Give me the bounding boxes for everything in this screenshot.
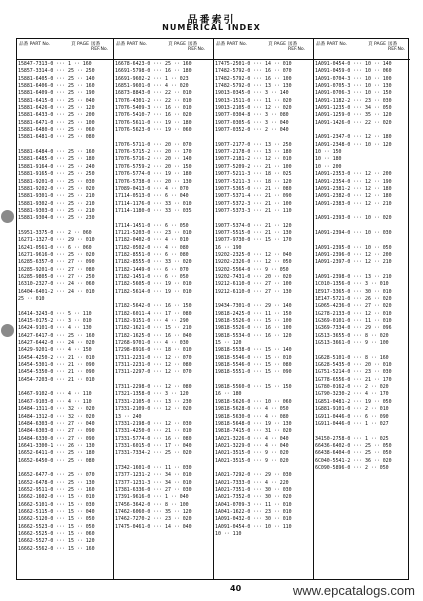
index-entry: 17076-5409-3 ··· 16 ·· 010 (115, 105, 192, 112)
index-entry: 19077-0352-0 ··· 2 ·· 040 (215, 127, 289, 134)
index-entry: 17114-1180-0 ··· 33 ·· 035 (115, 207, 192, 214)
index-entry: 1A021-7352-0 ··· 30 ·· 020 (215, 494, 292, 501)
index-entry: 17182-8555-0 ··· 33 ·· 020 (115, 259, 192, 266)
index-column-1 (17, 39, 114, 579)
index-entry: 19818-5626-0 ··· 10 ·· 060 (215, 398, 292, 405)
watermark: www.epcatalogs.com (292, 583, 415, 598)
title-japanese: 品番索引 (187, 15, 236, 26)
index-entry: 17311-2298-0 ··· 12 ·· 080 (115, 384, 192, 391)
index-entry: 19077-0305-6 ··· 3 ·· 040 (215, 119, 289, 126)
index-entry (114, 134, 213, 141)
index-entry: 16415-0175-2 ··· 3 ·· 010 (18, 318, 92, 325)
index-entry: 16851-9601-0 ··· 4 ·· 020 (115, 83, 189, 90)
index-entry: 16 ·· 180 (215, 391, 242, 398)
index-entry: 16662-5120-0 ··· 15 ·· 050 (18, 516, 95, 523)
index-entry (17, 465, 113, 472)
index-entry: 17331-4250-0 ··· 21 ·· 010 (115, 428, 192, 435)
index-entry: 16484-6330-0 ··· 27 ·· 090 (18, 435, 95, 442)
index-entry: 19077-2177-0 ··· 13 ·· 250 (215, 141, 292, 148)
index-entry: 16873-8843-0 ··· 22 ·· 010 (115, 90, 192, 97)
index-entry: 16484-6303-0 ··· 27 ·· 090 (18, 428, 95, 435)
index-entry: 1A091-0454-0 ··· 10 ·· 140 (315, 61, 392, 67)
index-entry: 17321-1358-0 ··· 3 ·· 120 (115, 391, 189, 398)
index-entry: 1G369-0101-0 ··· 11 ·· 010 (315, 318, 392, 325)
index-entry: 1G790-3230-2 ··· 4 ·· 170 (315, 391, 389, 398)
index-entry: 17182-5614-0 ··· 19 ·· 010 (115, 288, 192, 295)
index-entry: 15881-6481-0 ··· 25 ·· 080 (18, 134, 95, 141)
index-entry (314, 267, 410, 274)
index-entry: 15881-9165-0 ··· 25 ·· 250 (18, 171, 95, 178)
index-entry: 17182-1449-0 ··· 6 ·· 070 (115, 266, 189, 273)
index-entry: 16285-6357-0 ··· 27 ·· 090 (18, 259, 95, 266)
index-entry: 19818-5546-0 ··· 15 ·· 010 (215, 354, 292, 361)
index-entry: 17475-0461-0 ··· 14 ·· 040 (115, 523, 192, 530)
header-ref-no: 図番 REF.No. (388, 42, 406, 52)
index-entry: 19077-5365-0 ··· 21 ·· 080 (215, 185, 292, 192)
index-entry: 19434-7301-0 ··· 29 ·· 140 (215, 303, 292, 310)
index-entry: 19818-5630-0 ··· 4 ·· 080 (215, 413, 289, 420)
index-entry: 17182-1451-0 ··· 6 ·· 050 (115, 273, 189, 280)
index-entry: 17076-5711-0 ··· 20 ·· 070 (115, 141, 192, 148)
index-entry: 1A041-1622-0 ··· 23 ·· 010 (215, 508, 292, 515)
index-entry: 17462-6060-0 ··· 35 ·· 120 (115, 508, 192, 515)
index-entry: 16285-9805-0 ··· 27 ·· 250 (18, 273, 95, 280)
header-page: 頁 PAGE (168, 42, 187, 47)
index-entry: 1A091-2396-0 ··· 12 ·· 200 (315, 251, 392, 258)
index-entry: 16641-3300-1 ··· 26 ·· 130 (18, 442, 95, 449)
index-entry: 17331-6015-0 ··· 17 ·· 040 (115, 442, 192, 449)
index-entry: 1G628-5435-0 ··· 20 ·· 010 (315, 362, 392, 369)
index-entry: 17076-5611-0 ··· 19 ·· 180 (115, 119, 192, 126)
column-header (114, 39, 213, 60)
index-entry: 1G780-0162-0 ··· 2 ·· 020 (315, 384, 389, 391)
index-table (16, 38, 409, 580)
index-entry: 17182-0502-0 ··· 4 ·· 080 (115, 244, 189, 251)
index-entry: 17311-2297-0 ··· 12 ·· 070 (115, 369, 192, 376)
index-entry: 1A091-0459-0 ··· 10 ·· 060 (315, 68, 392, 75)
index-entry: 19077-9730-0 ··· 15 ·· 170 (215, 237, 292, 244)
index-entry: 1G851-0481-2 ··· 19 ·· 050 (315, 398, 392, 405)
index-entry: 19818-5534-0 ··· 16 ·· 120 (215, 332, 292, 339)
index-entry: 17076-5759-2 ··· 20 ·· 150 (115, 163, 192, 170)
index-entry: 17076-4301-2 ··· 22 ·· 010 (115, 97, 192, 104)
index-entry (114, 458, 213, 465)
index-entry: 15881-6433-0 ··· 25 ·· 200 (18, 112, 95, 119)
index-entry: 16484-1311-0 ··· 32 ·· 020 (18, 406, 95, 413)
index-entry: 6C090-5896-0 ··· 2 ·· 050 (315, 464, 389, 471)
index-entry (214, 296, 313, 303)
index-entry: 16467-9102-0 ··· 4 ·· 110 (18, 391, 92, 398)
index-entry: 15881-6426-0 ··· 25 ·· 120 (18, 105, 95, 112)
index-entry: 16427-6417-0 ··· 25 ·· 160 (18, 332, 95, 339)
index-entry: 17391-9616-0 ··· 1 ·· 040 (115, 494, 189, 501)
index-entry: 19077-5211-3 ··· 18 ·· 120 (215, 178, 292, 185)
index-entry: 17377-1231-3 ··· 34 ·· 010 (115, 479, 192, 486)
index-entry: 16662-5527-0 ··· 15 ·· 120 (18, 538, 95, 545)
column-header (214, 39, 313, 60)
index-entry: 1A091-2393-0 ··· 10 ·· 020 (315, 215, 392, 222)
index-entry: 17182-0402-0 ··· 4 ·· 010 (115, 237, 189, 244)
index-entry: 1E917-3365-0 ··· 30 ·· 010 (315, 288, 392, 295)
index-entry: 15881-6480-0 ··· 25 ·· 060 (18, 127, 95, 134)
index-entry (214, 465, 313, 472)
index-entry: 1A091-1259-0 ··· 35 ·· 120 (315, 112, 392, 119)
index-entry: 1G628-5101-0 ··· 8 ·· 160 (315, 354, 389, 361)
index-entry: 19202-2326-0 ··· 12 ·· 050 (215, 259, 292, 266)
index-entry: 1A091-1426-0 ··· 22 ·· 020 (315, 119, 392, 126)
index-entry: 15881-6405-0 ··· 25 ·· 140 (18, 75, 95, 82)
index-entry: 10 ·· 150 (315, 149, 342, 156)
binder-hole-icon (1, 324, 14, 337)
header-part-no: 品番 PART No. (316, 42, 348, 47)
index-entry: 16414-3243-0 ··· 5 ·· 110 (18, 310, 92, 317)
index-entry: 1A091-2398-0 ··· 13 ·· 210 (315, 273, 392, 280)
index-entry: 16662-5562-0 ··· 15 ·· 160 (18, 545, 95, 552)
index-entry: 17182-9151-0 ··· 4 ·· 290 (115, 318, 189, 325)
index-entry: 16662-5525-0 ··· 15 ·· 060 (18, 531, 95, 537)
index-entry: 19212-6110-0 ··· 27 ·· 100 (215, 281, 292, 288)
index-entry: 19077-5209-2 ··· 21 ·· 100 (215, 163, 292, 170)
index-entry: 19077-5515-0 ··· 21 ·· 130 (215, 229, 292, 236)
index-entry: 19818-5648-0 ··· 19 ·· 130 (215, 420, 292, 427)
index-entry: 16454-7203-0 ··· 21 ·· 010 (18, 376, 95, 383)
index-entry (114, 296, 213, 303)
index-entry: 16467-9103-0 ··· 4 ·· 110 (18, 398, 92, 405)
index-entry (114, 377, 213, 384)
index-entry: 17311-2231-0 ··· 12 ·· 080 (115, 362, 192, 369)
index-entry: 1A021-3515-0 ··· 9 ·· 020 (215, 457, 289, 464)
index-entry: 16652-6477-0 ··· 25 ·· 070 (18, 472, 95, 479)
index-entry: 19818-2425-0 ··· 11 ·· 150 (215, 310, 292, 317)
index-entry: 19077-5374-0 ··· 21 ·· 120 (215, 222, 292, 229)
index-rows (114, 61, 213, 531)
index-entry: 15881-6409-0 ··· 25 ·· 190 (18, 90, 95, 97)
index-entry: 17076-5738-0 ··· 20 ·· 130 (115, 178, 192, 185)
index-entry: 17182-8551-0 ··· 6 ·· 080 (115, 251, 189, 258)
index-entry: 1C010-1356-0 ··· 3 ·· 010 (315, 281, 389, 288)
index-rows (17, 61, 113, 553)
index-entry: 15857-3314-0 ··· 25 ·· 250 (18, 68, 95, 75)
column-header (17, 39, 113, 60)
index-entry: 19077-2181-2 ··· 12 ·· 010 (215, 156, 292, 163)
index-entry: 16691-9602-2 ··· 1 ·· 023 (115, 75, 189, 82)
page-number: 40 (230, 584, 242, 593)
index-entry: 6C040-5541-2 ··· 36 ·· 020 (315, 457, 392, 464)
index-entry: 17331-2198-0 ··· 12 ·· 030 (115, 420, 192, 427)
index-entry: 15881-9164-0 ··· 25 ·· 240 (18, 163, 95, 170)
index-entry: 1A021-3515-0 ··· 9 ·· 020 (215, 450, 289, 457)
index-entry: 19077-5211-3 ··· 18 ·· 025 (215, 171, 292, 178)
index-entry: 15881-9201-0 ··· 25 ·· 030 (18, 178, 95, 185)
index-entry: 19818-5546-0 ··· 15 ·· 080 (215, 362, 292, 369)
index-entry: 1A021-7333-0 ··· 4 ·· 220 (215, 479, 289, 486)
index-entry: 16424-9101-0 ··· 4 ·· 130 (18, 325, 92, 332)
index-entry: 1A021-3229-0 ··· 4 ·· 040 (215, 442, 289, 449)
index-entry: 17482-5792-0 ··· 13 ·· 130 (215, 83, 292, 90)
index-entry: 17182-5605-0 ··· 19 ·· 010 (115, 281, 192, 288)
column-header (314, 39, 410, 60)
index-entry: 1A091-0704-3 ··· 10 ·· 100 (315, 75, 392, 82)
index-entry: 16429-9201-0 ··· 4 ·· 150 (18, 347, 92, 354)
index-entry: 19818-7415-0 ··· 31 ·· 020 (215, 428, 292, 435)
index-entry: 19013-1511-0 ··· 11 ·· 020 (215, 97, 292, 104)
header-part-no: 品番 PART No. (19, 42, 51, 47)
index-entry: 1A091-2382-0 ··· 12 ·· 180 (315, 193, 392, 200)
index-entry: 16271-9616-0 ··· 25 ·· 020 (18, 251, 95, 258)
index-entry: 66438-6404-0 ··· 25 ·· 050 (315, 450, 392, 457)
index-entry (17, 223, 113, 230)
index-entry: 1A091-2348-0 ··· 10 ·· 120 (315, 141, 392, 148)
index-entry: 1G065-4236-0 ··· 27 ·· 020 (315, 303, 392, 310)
index-entry: 15881-9304-0 ··· 25 ·· 230 (18, 215, 95, 222)
index-entry: 10 ·· 180 (315, 156, 342, 163)
index-entry: 19077-0304-8 ··· 3 ·· 080 (215, 112, 289, 119)
index-entry: 1A091-2353-0 ··· 12 ·· 200 (315, 171, 392, 178)
index-rows (314, 61, 410, 472)
index-entry: 1A091-2381-2 ··· 12 ·· 180 (315, 185, 392, 192)
index-entry: 1G369-7334-0 ··· 29 ·· 096 (315, 325, 392, 332)
index-entry: 15881-9302-0 ··· 25 ·· 210 (18, 200, 95, 207)
index-entry: 16484-6303-0 ··· 27 ·· 040 (18, 420, 95, 427)
index-entry: 13 ·· 240 (115, 413, 142, 420)
index-entry: 1A091-0705-3 ··· 10 ·· 130 (315, 83, 392, 90)
index-column-4 (314, 39, 410, 579)
index-entry: 17089-0413-0 ··· 4 ·· 070 (115, 185, 189, 192)
index-entry: 15881-9202-0 ··· 25 ·· 020 (18, 185, 95, 192)
index-entry (314, 223, 410, 230)
index-entry: 1A041-0709-3 ··· 11 ·· 010 (215, 501, 292, 508)
index-entry: 17298-8916-0 ··· 18 ·· 010 (115, 347, 192, 354)
title-numerical-index: NUMERICAL INDEX (162, 23, 261, 32)
header-ref-no: 図番 REF.No. (188, 42, 206, 52)
index-entry: 16285-9201-0 ··· 27 ·· 080 (18, 266, 95, 273)
index-entry: 17182-1625-0 ··· 16 ·· 040 (115, 332, 192, 339)
index-entry (114, 215, 213, 222)
index-entry: 19202-7431-0 ··· 20 ·· 020 (215, 273, 292, 280)
index-entry: 1A091-1182-2 ··· 23 ·· 030 (315, 97, 392, 104)
index-entry: 1G911-0446-0 ··· 6 ·· 090 (315, 413, 389, 420)
index-entry (314, 347, 410, 354)
index-entry: 16310-2327-0 ··· 24 ·· 060 (18, 281, 95, 288)
index-entry: 16241-0561-0 ··· 6 ·· 060 (18, 244, 92, 251)
index-entry: 1G278-2133-0 ··· 12 ·· 010 (315, 310, 392, 317)
index-entry: 1A091-2395-0 ··· 10 ·· 050 (315, 244, 392, 251)
index-entry: 1A091-2354-0 ··· 12 ·· 190 (315, 178, 392, 185)
index-entry (314, 127, 410, 134)
index-entry: 15881-6471-0 ··· 25 ·· 100 (18, 119, 95, 126)
index-entry: 15881-6415-0 ··· 25 ·· 040 (18, 97, 95, 104)
index-entry (314, 237, 410, 244)
index-entry: 19818-5526-0 ··· 15 ·· 100 (215, 318, 292, 325)
index-entry: 1A091-2394-0 ··· 10 ·· 030 (315, 229, 392, 236)
index-entry: 17114-0513-0 ··· 6 ·· 040 (115, 193, 189, 200)
index-entry: 17182-6011-4 ··· 17 ·· 080 (115, 310, 192, 317)
index-entry: 17076-5410-7 ··· 16 ·· 020 (115, 112, 192, 119)
index-entry: 19202-2325-0 ··· 12 ·· 040 (215, 251, 292, 258)
index-entry: 17331-2109-0 ··· 12 ·· 020 (115, 406, 192, 413)
index-entry: 16662-5523-0 ··· 15 ·· 050 (18, 523, 95, 530)
index-entry: 15881-9303-0 ··· 25 ·· 210 (18, 207, 95, 214)
index-entry: 19077-5373-3 ··· 21 ·· 110 (215, 207, 292, 214)
index-entry: 16662-5101-0 ··· 15 ·· 030 (18, 501, 95, 508)
index-entry: 19818-5560-0 ··· 15 ·· 150 (215, 384, 292, 391)
index-entry (214, 134, 313, 141)
binder-hole-icon (1, 210, 14, 223)
index-entry: 19077-5372-3 ··· 21 ·· 100 (215, 200, 292, 207)
index-entry: 17114-1451-0 ··· 6 ·· 050 (115, 222, 189, 229)
index-entry: 1A091-2347-0 ··· 12 ·· 180 (315, 134, 392, 141)
index-entry: 17331-2105-0 ··· 13 ·· 230 (115, 398, 192, 405)
index-entry: 17475-2501-0 ··· 14 ·· 010 (215, 61, 292, 67)
index-entry: 17482-5792-0 ··· 16 ·· 070 (215, 68, 292, 75)
index-entry (314, 428, 410, 435)
index-entry: 17342-1601-0 ··· 11 ·· 030 (115, 464, 192, 471)
index-rows (214, 61, 313, 538)
index-entry: 16484-1312-0 ··· 32 ·· 020 (18, 413, 95, 420)
index-entry: 15847-7313-0 ··· 1 ·· 160 (18, 61, 92, 67)
index-entry: 15881-9301-0 ··· 25 ·· 210 (18, 193, 95, 200)
header-part-no: 品番 PART No. (116, 42, 148, 47)
index-entry: 1G911-0446-0 ··· 1 ·· 027 (315, 420, 389, 427)
index-entry: 1A091-0706-3 ··· 10 ·· 150 (315, 90, 392, 97)
header-part-no: 品番 PART No. (216, 42, 248, 47)
index-entry (314, 208, 410, 215)
index-entry: 16427-6442-0 ··· 24 ·· 020 (18, 340, 95, 347)
index-entry: 19212-6110-0 ··· 27 ·· 130 (215, 288, 292, 295)
index-entry: 25 ·· 010 (18, 296, 45, 302)
index-entry: 1A021-7292-0 ··· 29 ·· 030 (215, 472, 292, 479)
index-entry: 17076-5774-0 ··· 19 ·· 180 (115, 171, 192, 178)
index-entry: 17182-1621-0 ··· 15 ·· 210 (115, 325, 192, 332)
index-entry: 1A091-0454-0 ··· 10 ·· 110 (215, 523, 292, 530)
index-entry: 17377-1231-2 ··· 34 ·· 010 (115, 472, 192, 479)
index-entry (17, 303, 113, 310)
header-ref-no: 図番 REF.No. (288, 42, 306, 52)
index-entry: 1A021-7351-0 ··· 30 ·· 030 (215, 486, 292, 493)
index-entry: 17381-6336-0 ··· 27 ·· 030 (115, 486, 192, 493)
header-page: 頁 PAGE (268, 42, 287, 47)
index-entry: 16652-6450-0 ··· 25 ·· 080 (18, 457, 95, 464)
index-entry: 17331-5774-0 ··· 16 ·· 080 (115, 435, 192, 442)
index-entry: 1G881-9101-0 ··· 2 ·· 010 (315, 406, 389, 413)
index-entry: 19818-5538-0 ··· 15 ·· 140 (215, 347, 292, 354)
header-page: 頁 PAGE (368, 42, 387, 47)
index-entry: 34150-2758-0 ··· 1 ·· 025 (315, 435, 389, 442)
index-entry: 1E147-5721-0 ··· 26 ·· 020 (315, 296, 392, 302)
index-entry: 19818-5551-0 ··· 15 ·· 090 (215, 369, 292, 376)
index-entry: 17311-2231-0 ··· 12 ·· 070 (115, 354, 192, 361)
index-entry: 17076-5623-0 ··· 19 ·· 060 (115, 127, 192, 134)
index-entry: 19202-5564-0 ··· 9 ·· 050 (215, 266, 289, 273)
index-entry: 1G513-3655-0 ··· 8 ·· 020 (315, 332, 389, 339)
index-entry: 17182-5642-0 ··· 16 ·· 150 (115, 303, 192, 310)
index-entry: 16404-6401-2 ··· 24 ·· 010 (18, 288, 95, 295)
index-entry: 1A091-2397-0 ··· 12 ·· 210 (315, 259, 392, 266)
index-entry: 1A091-0432-0 ··· 30 ·· 010 (215, 516, 292, 523)
index-entry: 16652-9511-0 ··· 25 ·· 160 (18, 486, 95, 493)
index-entry: 17268-9701-0 ··· 4 ·· 030 (115, 340, 189, 347)
index-entry: 15881-6406-0 ··· 25 ·· 160 (18, 83, 95, 90)
index-entry: 16652-6411-0 ··· 25 ·· 180 (18, 450, 95, 457)
index-entry: 1A091-1235-0 ··· 34 ·· 050 (315, 105, 392, 112)
index-column-2 (114, 39, 214, 579)
index-entry: 19077-2178-0 ··· 13 ·· 180 (215, 149, 292, 156)
index-entry: 17456-3642-0 ··· 8 ·· 100 (115, 501, 189, 508)
index-entry: 16454-4250-2 ··· 21 ·· 010 (18, 354, 95, 361)
index-entry: 16454-5350-0 ··· 21 ·· 090 (18, 369, 95, 376)
header-ref-no: 図番 REF.No. (91, 42, 109, 52)
index-entry: 17076-5715-2 ··· 20 ·· 170 (115, 149, 192, 156)
index-entry: 66436-6402-0 ··· 25 ·· 050 (315, 442, 392, 449)
index-entry (214, 377, 313, 384)
index-entry (214, 215, 313, 222)
index-entry: 10 ·· 200 (315, 163, 342, 170)
index-column-3 (214, 39, 314, 579)
index-entry: 17462-7270-2 ··· 23 ·· 020 (115, 516, 192, 523)
index-entry: 10 ·· 110 (215, 531, 242, 537)
index-entry: 15881-6484-0 ··· 25 ·· 160 (18, 149, 95, 156)
index-entry: 16662-5115-0 ··· 15 ·· 040 (18, 508, 95, 515)
index-entry: 1A091-2383-0 ··· 12 ·· 210 (315, 200, 392, 207)
index-entry: 1G778-6556-0 ··· 21 ·· 170 (315, 376, 392, 383)
index-entry: 1G513-3661-0 ··· 9 ·· 100 (315, 340, 389, 347)
index-entry: 16454-5301-0 ··· 21 ·· 090 (18, 362, 95, 369)
index-entry: 19013-0345-0 ··· 3 ·· 140 (215, 90, 289, 97)
index-entry: 19077-5371-4 ··· 21 ·· 090 (215, 193, 292, 200)
index-entry: 16271-1327-0 ··· 29 ·· 010 (18, 237, 95, 244)
index-entry: 17114-1176-0 ··· 33 ·· 010 (115, 200, 192, 207)
index-entry (17, 384, 113, 391)
index-entry: 16691-5798-0 ··· 16 ·· 180 (115, 68, 192, 75)
index-entry: 16678-6423-0 ··· 25 ·· 160 (115, 61, 192, 67)
index-entry: 16652-6478-0 ··· 25 ·· 130 (18, 479, 95, 486)
index-entry: 1G751-5214-0 ··· 23 ·· 030 (315, 369, 392, 376)
index-entry: 17121-5203-0 ··· 23 ·· 010 (115, 229, 192, 236)
index-entry: 19818-5628-0 ··· 4 ·· 050 (215, 406, 289, 413)
index-entry: 15951-3375-0 ··· 2 ·· 060 (18, 229, 92, 236)
index-entry: 16 ·· 190 (215, 244, 242, 251)
index-entry: 15 ·· 120 (215, 340, 242, 347)
header-page: 頁 PAGE (71, 42, 90, 47)
index-entry: 16662-1602-0 ··· 15 ·· 010 (18, 494, 95, 501)
index-entry: 19818-5526-0 ··· 16 ·· 100 (215, 325, 292, 332)
index-entry: 19013-2105-0 ··· 12 ·· 020 (215, 105, 292, 112)
index-entry: 15881-6485-0 ··· 25 ·· 180 (18, 156, 95, 163)
index-entry: 17482-5792-0 ··· 16 ·· 100 (215, 75, 292, 82)
index-entry: 17076-5716-2 ··· 20 ·· 140 (115, 156, 192, 163)
index-entry (17, 142, 113, 149)
index-entry: 17331-7334-2 ··· 25 ·· 020 (115, 450, 192, 457)
index-entry: 1A021-3226-0 ··· 4 ·· 040 (215, 435, 289, 442)
